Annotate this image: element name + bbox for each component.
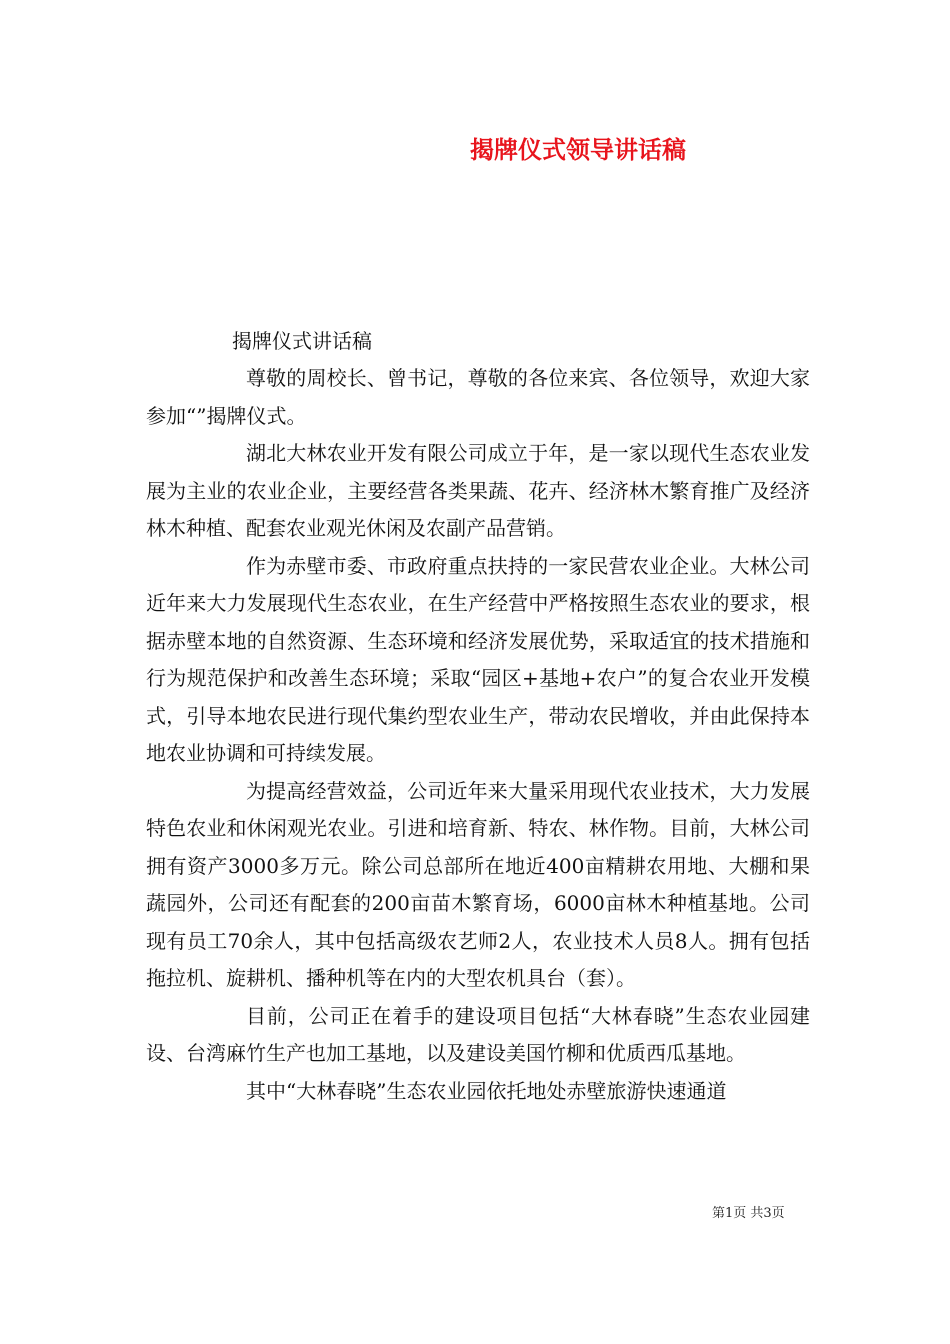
document-subtitle: 揭牌仪式讲话稿 [232,329,372,353]
paragraph-greeting: 尊敬的周校长、曾书记，尊敬的各位来宾、各位领导，欢迎大家参加“”揭牌仪式。 [146,366,810,428]
paragraph-ecological-agriculture: 作为赤壁市委、市政府重点扶持的一家民营农业企业。大林公司近年来大力发展现代生态农业，在生产经营中严格按照生态农业的要求，根据赤壁本地的自然资源、生态环境和经济发展优势，采取适宜的技术措施和行为规范保护和改善生态环境；采取“园区+基地+农户”的复合农业开发模式，引导本地农民进行现代集约型农业生产，带动农民增收，并由此保持本地农业协调和可持续发展。 [146,553,810,765]
paragraph-ecological-park: 其中“大林春晓”生态农业园依托地处赤壁旅游快速通道 [246,1078,727,1103]
document-body [146,360,810,1110]
paragraph-current-projects: 目前，公司正在着手的建设项目包括“大林春晓”生态农业园建设、台湾麻竹生产也加工基地，以及建设美国竹柳和优质西瓜基地。 [146,1003,810,1065]
page-number-footer: 第1页 共3页 [712,1206,785,1221]
paragraph-company-intro: 湖北大林农业开发有限公司成立于年，是一家以现代生态农业发展为主业的农业企业，主要经营各类果蔬、花卉、经济林木繁育推广及经济林木种植、配套农业观光休闲及农副产品营销。 [146,441,810,540]
document-title: 揭牌仪式领导讲话稿 [470,135,686,164]
paragraph-business-efficiency: 为提高经营效益，公司近年来大量采用现代农业技术，大力发展特色农业和休闲观光农业。引进和培育新、特农、林作物。目前，大林公司拥有资产3000多万元。除公司总部所在地近400亩精耕农用地、大棚和果蔬园外，公司还有配套的200亩苗木繁育场，6000亩林木种植基地。公司现有员工70余人，其中包括高级农艺师2人，农业技术人员8人。拥有包括拖拉机、旋耕机、播种机等在内的大型农机具台（套）。 [146,778,810,990]
